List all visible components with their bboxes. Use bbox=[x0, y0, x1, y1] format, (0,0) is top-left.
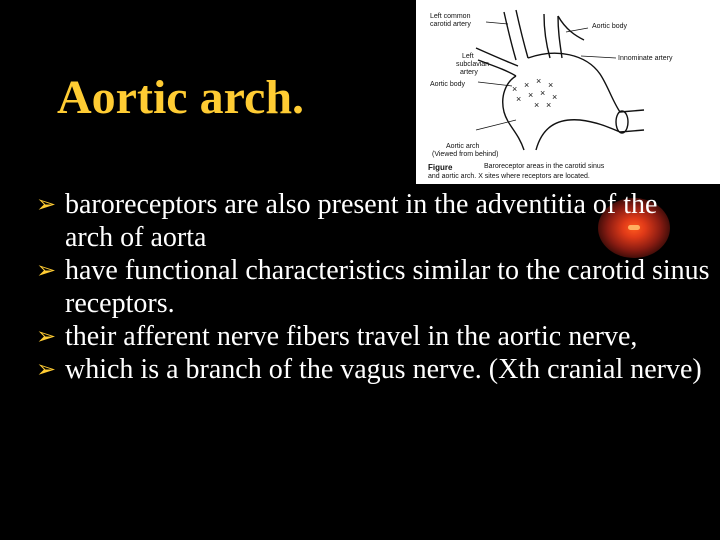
svg-text:×: × bbox=[546, 100, 552, 110]
arrowhead-bullet-icon: ➢ bbox=[36, 355, 57, 383]
svg-text:×: × bbox=[534, 100, 540, 110]
figure-caption-line1: Baroreceptor areas in the carotid sinus bbox=[484, 163, 605, 170]
receptor-site-marks bbox=[512, 76, 557, 110]
svg-text:×: × bbox=[516, 94, 522, 104]
bullet-text: which is a branch of the vagus nerve. (Xth cranial nerve) bbox=[65, 354, 702, 385]
label-left-subclavian: Left bbox=[462, 53, 474, 60]
left-common-carotid-vessel bbox=[504, 12, 516, 60]
svg-text:×: × bbox=[512, 84, 518, 94]
figure-caption-line2: and aortic arch. X sites where receptors are located. bbox=[428, 173, 590, 180]
arrowhead-bullet-icon: ➢ bbox=[36, 322, 57, 350]
arrowhead-bullet-icon: ➢ bbox=[36, 190, 57, 218]
label-left-common-carotid: Left common bbox=[430, 13, 471, 20]
svg-text:×: × bbox=[528, 90, 534, 100]
label-left-subclavian-3: artery bbox=[460, 69, 478, 76]
label-left-subclavian-2: subclavian bbox=[456, 61, 490, 68]
innominate-vessel bbox=[544, 14, 550, 58]
svg-text:×: × bbox=[524, 80, 530, 90]
bullet-list bbox=[36, 188, 712, 386]
label-aortic-body-left: Aortic body bbox=[430, 81, 466, 88]
bullet-text: their afferent nerve fibers travel in the aortic nerve, bbox=[65, 321, 638, 352]
arrowhead-bullet-icon: ➢ bbox=[36, 256, 57, 284]
bullet-text: have functional characteristics similar to the carotid sinus receptors. bbox=[65, 255, 710, 319]
label-viewed-from-behind: (Viewed from behind) bbox=[432, 151, 499, 158]
aortic-arch-diagram bbox=[416, 0, 720, 184]
bullet-item bbox=[36, 188, 712, 254]
label-innominate-artery: Innominate artery bbox=[618, 55, 673, 62]
bullet-item bbox=[36, 320, 712, 353]
bullet-item bbox=[36, 353, 712, 386]
svg-text:×: × bbox=[536, 76, 542, 86]
aortic-arch-figure bbox=[416, 0, 720, 184]
bullet-item bbox=[36, 254, 712, 320]
label-aortic-body-top: Aortic body bbox=[592, 23, 628, 30]
svg-text:×: × bbox=[540, 88, 546, 98]
label-aortic-arch: Aortic arch bbox=[446, 143, 480, 150]
bullet-text: baroreceptors are also present in the adventitia of the arch of aorta bbox=[65, 189, 658, 253]
label-left-common-carotid-2: carotid artery bbox=[430, 21, 471, 28]
svg-text:×: × bbox=[552, 92, 558, 102]
svg-text:×: × bbox=[548, 80, 554, 90]
slide-title: Aortic arch. bbox=[57, 71, 305, 124]
figure-caption-label: Figure bbox=[428, 163, 453, 172]
